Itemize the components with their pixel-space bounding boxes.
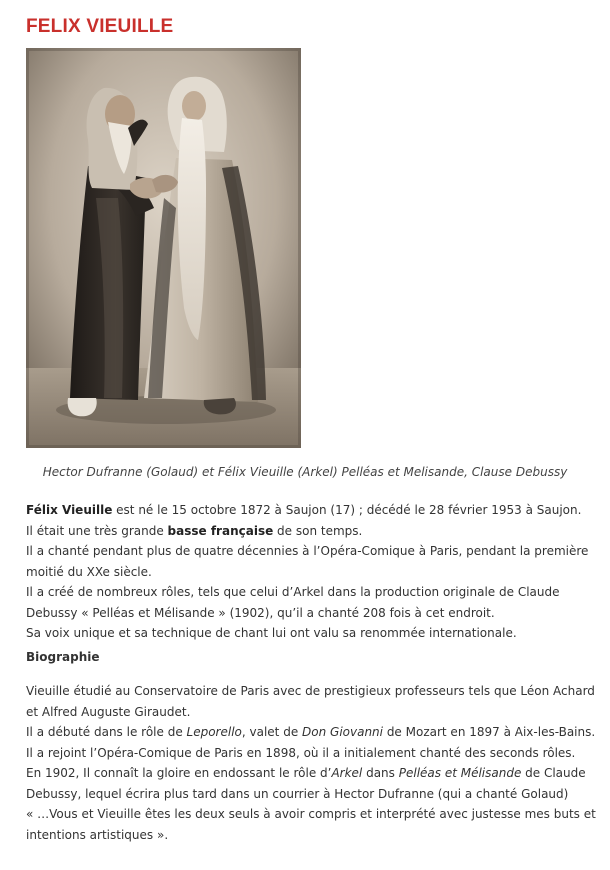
bio-paragraph-1: Vieuille étudié au Conservatoire de Paris avec de prestigieux professeurs tels que Léon Achard et Alfred Auguste Giraudet. [26, 684, 595, 719]
biography-heading: Biographie [26, 650, 100, 664]
intro-line-2-end: de son temps. [273, 523, 363, 538]
intro-section [26, 500, 601, 644]
photo-caption: Hector Dufranne (Golaud) et Félix Vieuille (Arkel) Pelléas et Melisande, Clause Debussy [42, 465, 568, 479]
bio-paragraph-3: Il a rejoint l’Opéra-Comique de Paris en 1898, où il a initialement chanté des seconds rôles. [26, 745, 576, 760]
birth-death-text: est né le 15 octobre 1872 à Saujon (17) ; décédé le 28 février 1953 à Saujon. [112, 503, 582, 517]
voice-type: basse française [167, 523, 274, 538]
bio-p4-start: En 1902, Il connaît la gloire en endossant le rôle d’ [26, 766, 332, 780]
opera-pelleas: Pelléas et Mélisande [398, 766, 522, 780]
bio-p2-mid: , valet de [241, 725, 303, 739]
page-title: FELIX VIEUILLE [26, 16, 174, 37]
bio-p2-end: de Mozart en 1897 à Aix-les-Bains. [383, 725, 596, 739]
bio-p4-mid: dans [362, 766, 399, 780]
intro-line-3: Il a chanté pendant plus de quatre décennies à l’Opéra-Comique à Paris, pendant la première moitié du XXe siècle. [26, 544, 589, 579]
role-leporello: Leporello [186, 725, 242, 739]
bio-paragraph-2 [26, 722, 601, 743]
bio-paragraph-4 [26, 763, 601, 804]
historical-photo [26, 48, 301, 448]
intro-line-2 [26, 521, 601, 542]
intro-line-4: Il a créé de nombreux rôles, tels que celui d’Arkel dans la production originale de Claude Debussy « Pelléas et Mélisande » (1902), qu’il a chanté 208 fois à cet endroit. [26, 585, 560, 620]
bio-p4-end: de Claude Debussy, lequel écrira plus tard dans un courrier à Hector Dufranne (qui a chanté Golaud) [26, 766, 586, 801]
singer-name: Félix Vieuille [26, 503, 113, 517]
opera-don-giovanni: Don Giovanni [302, 725, 383, 739]
two-singers-photo-illustration [26, 48, 301, 448]
role-arkel: Arkel [331, 766, 363, 780]
intro-line-1 [26, 500, 601, 521]
bio-p2-start: Il a débuté dans le rôle de [26, 725, 187, 739]
bio-paragraph-5: « …Vous et Vieuille êtes les deux seuls à avoir compris et interprété avec justesse mes buts et intentions artistiques ». [26, 807, 596, 842]
biography-section [26, 681, 601, 845]
intro-line-5: Sa voix unique et sa technique de chant lui ont valu sa renommée internationale. [26, 626, 517, 640]
intro-line-2-start: Il était une très grande [26, 523, 168, 538]
